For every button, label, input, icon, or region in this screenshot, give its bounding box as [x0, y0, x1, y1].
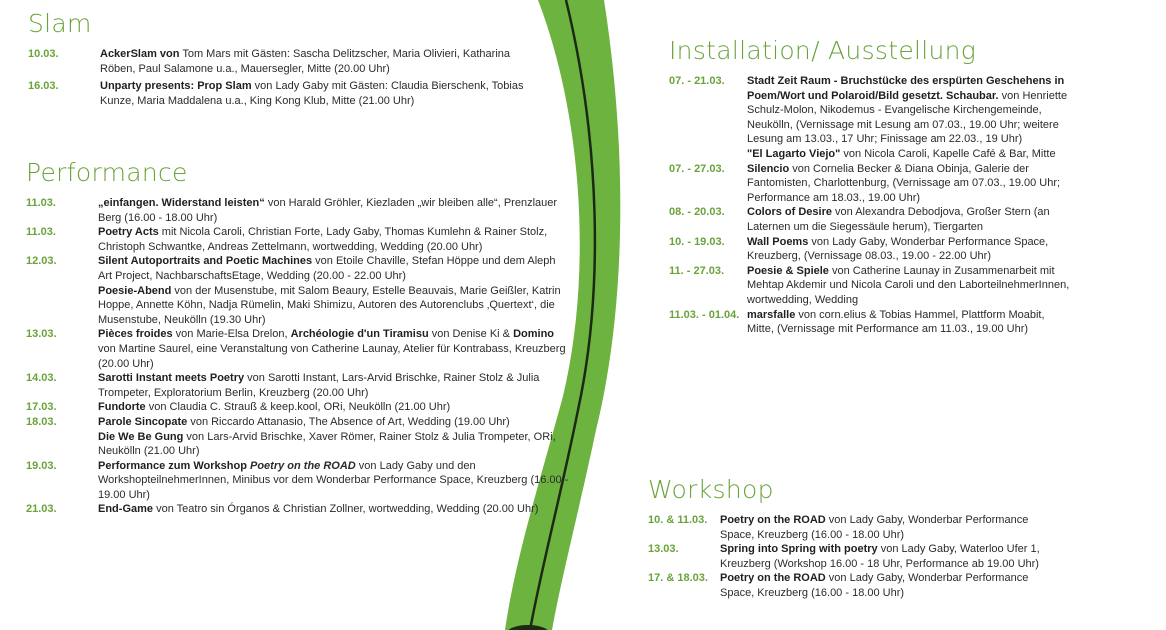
event-text: von Lady Gaby, Wonderbar Performance Space, Kreuzberg, (Vernissage 08.03., 19.00 - 22.00 Uhr) [747, 235, 1049, 263]
performance-list [26, 196, 571, 517]
event-title: Spring into Spring with poetry [720, 543, 878, 556]
event-text: von Etoile Chaville, Stefan Höppe und dem Aleph Art Project, NachbarschaftsEtage, Wedding (20.00 - 22.00 Uhr) [98, 255, 556, 282]
event-date: 07. - 21.03. [669, 75, 725, 87]
event-entry [26, 196, 571, 225]
event-description [747, 205, 1074, 234]
event-description [98, 254, 571, 327]
event-paragraph [720, 513, 1048, 542]
event-title: marsfalle [747, 308, 796, 321]
event-entry [28, 47, 538, 76]
workshop-heading: Workshop [648, 475, 774, 504]
event-description [747, 264, 1074, 308]
installation-heading: Installation/ Ausstellung [669, 36, 977, 65]
event-text: von Lady Gaby, Waterloo Ufer 1, Kreuzberg (Workshop 16.00 - 18 Uhr, Performance ab 19.00 Uhr) [720, 543, 1040, 570]
event-date: 17. & 18.03. [648, 572, 708, 585]
slam-heading: Slam [28, 9, 92, 38]
event-text: von Riccardo Attanasio, The Absence of Art, Wedding (19.00 Uhr) [187, 415, 510, 428]
event-date: 13.03. [26, 328, 57, 341]
event-description [98, 400, 571, 415]
event-paragraph [98, 327, 571, 371]
event-paragraph [100, 79, 538, 108]
event-entry [26, 254, 571, 327]
event-title: Unparty presents: Prop Slam [100, 80, 252, 93]
event-title: "El Lagarto Viejo" [747, 147, 841, 160]
event-text: von Henriette Schulz-Molon, Nikodemus - Evangelische Kirchengemeinde, Neukölln, (Vernissage mit Lesung am 07.03., 19.00 Uhr; weitere Lesung am 13.03., 17 Uhr; Finissage am 22.03., 19 Uhr) [747, 89, 1068, 146]
workshop-list [648, 513, 1048, 601]
event-entry [28, 79, 538, 108]
event-paragraph [98, 254, 571, 283]
event-paragraph [98, 225, 571, 254]
event-date: 07. - 27.03. [669, 162, 725, 175]
event-paragraph [720, 571, 1048, 600]
event-title: Poetry on the ROAD [720, 572, 826, 585]
event-entry [26, 415, 571, 459]
event-title: Parole Sincopate [98, 415, 188, 428]
event-text: von corn.elius & Tobias Hammel, Plattform Moabit, Mitte, (Vernissage mit Performance am 11.03., 19.00 Uhr) [747, 308, 1045, 336]
event-entry [669, 162, 1074, 206]
event-text: von Nicola Caroli, Kapelle Café & Bar, Mitte [840, 147, 1056, 160]
event-paragraph [98, 430, 571, 459]
event-paragraph [98, 415, 571, 430]
event-description [98, 415, 571, 459]
event-entry [26, 371, 571, 400]
event-entry [26, 400, 571, 415]
event-description [98, 225, 571, 254]
event-date: 21.03. [26, 503, 57, 516]
workshop-section [648, 475, 1048, 601]
event-entry [26, 225, 571, 254]
event-paragraph [747, 308, 1074, 337]
event-description [720, 571, 1048, 600]
event-description [100, 79, 538, 108]
event-text: von der Musenstube, mit Salom Beaury, Estelle Beauvais, Marie Geißler, Katrin Hoppe, Annette Köhn, Nadja Rümelin, Maki Shimizu, Autoren des Autorenclubs ‚Quertext‘, die Musenstube, Neukölln (19.30 Uhr) [98, 284, 561, 326]
event-text: von Harald Gröhler, Kiezladen „wir bleiben alle“, Prenzlauer Berg (16.00 - 18.00 Uhr) [98, 197, 558, 224]
event-text: von Lars-Arvid Brischke, Xaver Römer, Rainer Stolz & Julia Trompeter, ORi, Neukölln (21.00 Uhr) [98, 430, 556, 458]
event-entry [648, 542, 1048, 571]
event-date: 11. - 27.03. [669, 264, 725, 277]
event-paragraph [98, 284, 571, 328]
event-entry [669, 264, 1074, 308]
event-title: Performance zum Workshop [98, 459, 250, 472]
event-title: Archéologie d'un Tiramisu [290, 328, 429, 341]
event-title: Wall Poems [747, 235, 809, 248]
event-paragraph [720, 542, 1048, 571]
event-entry [669, 205, 1074, 234]
event-paragraph [100, 47, 538, 76]
event-entry [26, 502, 571, 517]
event-title: Colors of Desire [747, 206, 832, 219]
event-date: 11.03. - 01.04. [669, 308, 740, 321]
event-paragraph [747, 147, 1074, 162]
event-date: 14.03. [26, 372, 57, 385]
event-paragraph [747, 264, 1074, 308]
event-title: Sarotti Instant meets Poetry [98, 372, 245, 385]
event-paragraph [98, 502, 571, 517]
event-title: AckerSlam von [100, 48, 180, 60]
event-date: 19.03. [26, 459, 57, 472]
event-date: 17.03. [26, 401, 57, 414]
event-title: Silencio [747, 162, 790, 175]
event-description [98, 502, 571, 517]
event-paragraph [747, 74, 1074, 147]
event-description [100, 47, 538, 76]
event-text: von Lady Gaby, Wonderbar Performance Space, Kreuzberg (16.00 - 18.00 Uhr) [720, 514, 1029, 541]
event-paragraph [747, 205, 1074, 234]
event-entry [648, 513, 1048, 542]
event-text: von Alexandra Debodjova, Großer Stern (an Laternen um die Siegessäule herum), Tiergarten [747, 206, 1050, 233]
event-description [747, 308, 1074, 337]
event-text: von Catherine Launay in Zusammenarbeit mit Mehtap Akdemir und Nicola Caroli und den LaborteilnehmerInnen, wortwedding, Wedding [747, 264, 1070, 306]
event-text: mit Nicola Caroli, Christian Forte, Lady Gaby, Thomas Kumlehn & Rainer Stolz, Christoph Schwantke, Andreas Zettelmann, wortwedding, Wedding (20.00 Uhr) [98, 226, 548, 253]
event-title: Poetry on the ROAD [720, 514, 826, 526]
event-paragraph [98, 371, 571, 400]
event-text: von Claudia C. Strauß & keep.kool, ORi, Neukölln (21.00 Uhr) [145, 401, 451, 414]
event-text: von Lady Gaby, Wonderbar Performance Space, Kreuzberg (16.00 - 18.00 Uhr) [720, 572, 1029, 599]
event-entry [648, 571, 1048, 600]
event-date: 10.03. [28, 48, 59, 60]
event-date: 13.03. [648, 543, 679, 556]
event-date: 11.03. [26, 197, 56, 209]
installation-section [669, 36, 1074, 337]
event-description [747, 235, 1074, 264]
event-paragraph [98, 459, 571, 503]
event-title: Die We Be Gung [98, 430, 184, 443]
event-date: 12.03. [26, 255, 57, 268]
event-date: 11.03. [26, 226, 56, 239]
event-paragraph [98, 400, 571, 415]
event-entry [26, 459, 571, 503]
performance-heading: Performance [26, 158, 188, 187]
event-description [747, 74, 1074, 162]
event-description [747, 162, 1074, 206]
event-text: von Cornelia Becker & Diana Obinja, Galerie der Fantomisten, Charlottenburg, (Vernissage am 07.03., 19.00 Uhr; Performance am 18.03., 19.00 Uhr) [747, 162, 1061, 204]
event-text: von Marie-Elsa Drelon, [172, 328, 291, 341]
event-text: Tom Mars mit Gästen: Sascha Delitzscher, Maria Olivieri, Katharina Röben, Paul Salamone u.a., Mauersegler, Mitte (20.00 Uhr) [100, 48, 511, 75]
event-title: Fundorte [98, 401, 146, 414]
event-title: Poesie & Spiele [747, 264, 829, 277]
event-description [98, 371, 571, 400]
event-title: Poesie-Abend [98, 284, 172, 297]
event-date: 10. - 19.03. [669, 235, 725, 248]
event-description [720, 513, 1048, 542]
event-text: von Teatro sin Órganos & Christian Zollner, wortwedding, Wedding (20.00 Uhr) [153, 503, 539, 516]
event-date: 10. & 11.03. [648, 514, 708, 526]
event-title: Poetry Acts [98, 226, 159, 239]
slam-list [28, 47, 538, 108]
event-paragraph [98, 196, 571, 225]
event-description [98, 459, 571, 503]
event-text: von Lady Gaby und den WorkshopteilnehmerInnen, Minibus vor dem Wonderbar Performance Space, Kreuzberg (16.00 - 19.00 Uhr) [98, 459, 569, 501]
event-description [98, 196, 571, 225]
event-text: von Denise Ki & [428, 328, 514, 341]
event-date: 16.03. [28, 80, 59, 93]
slam-section [28, 9, 538, 111]
event-title: Poetry on the ROAD [250, 459, 356, 472]
event-paragraph [747, 162, 1074, 206]
event-title: „einfangen. Widerstand leisten“ [98, 197, 265, 209]
event-title: Pièces froides [98, 328, 173, 341]
event-entry [669, 308, 1074, 337]
event-title: Stadt Zeit Raum - Bruchstücke des erspürten Geschehens in Poem/Wort und Polaroid/Bild gesetzt. Schaubar. [747, 75, 1065, 102]
event-title: End-Game [98, 503, 154, 516]
event-text: von Lady Gaby mit Gästen: Claudia Bierschenk, Tobias Kunze, Maria Maddalena u.a., King Kong Klub, Mitte (21.00 Uhr) [100, 80, 524, 107]
event-entry [669, 74, 1074, 162]
event-text: von Sarotti Instant, Lars-Arvid Brischke, Rainer Stolz & Julia Trompeter, Exploratorium Berlin, Kreuzberg (20.00 Uhr) [98, 372, 540, 399]
event-date: 08. - 20.03. [669, 206, 725, 219]
installation-list [669, 74, 1074, 337]
performance-section [26, 158, 571, 517]
event-paragraph [747, 235, 1074, 264]
event-entry [669, 235, 1074, 264]
event-entry [26, 327, 571, 371]
event-description [720, 542, 1048, 571]
event-text: von Martine Saurel, eine Veranstaltung von Catherine Launay, Atelier für Kontrabass, Kreuzberg (20.00 Uhr) [98, 342, 566, 370]
event-date: 18.03. [26, 415, 57, 428]
event-description [98, 327, 571, 371]
event-title: Silent Autoportraits and Poetic Machines [98, 255, 313, 268]
event-title: Domino [513, 328, 555, 341]
